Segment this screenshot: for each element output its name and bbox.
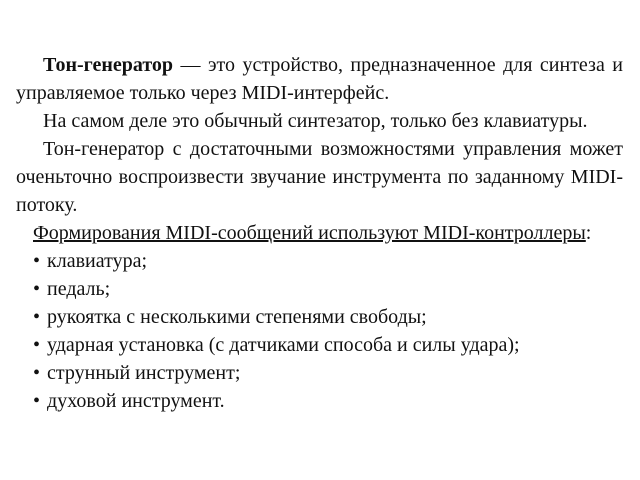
list-item-text: ударная установка (с датчиками способа и силы удара); (47, 334, 520, 356)
list-item-text: клавиатура; (47, 250, 148, 272)
paragraph-text: На самом деле это обычный синтезатор, только без клавиатуры. (43, 110, 588, 132)
list-item-text: струнный инструмент; (47, 362, 241, 384)
term-bold-lead: Тон-генератор (43, 54, 174, 76)
list-item-string-instrument (16, 359, 623, 387)
list-item-text: педаль; (47, 278, 111, 300)
list-item-text: рукоятка с несколькими степенями свободы; (47, 306, 427, 328)
list-item-handle (16, 303, 623, 331)
paragraph-midi-stream (16, 135, 623, 219)
list-item-text: духовой инструмент. (47, 390, 225, 412)
bullet-icon: • (33, 362, 41, 384)
paragraph-text: — это устройство, предназначенное для синтеза и управляемое только через MIDI-интерфейс. (16, 54, 623, 104)
midi-controllers-list (16, 247, 623, 415)
bullet-icon: • (33, 250, 41, 272)
list-item-wind-instrument (16, 387, 623, 415)
paragraph-text: Тон-генератор с достаточными возможностями управления может оченьточно воспроизвести звучание инструмента по заданному MIDI-потоку. (16, 138, 623, 216)
paragraph-synthesizer-note (16, 107, 623, 135)
heading-midi-controllers (16, 219, 623, 247)
bullet-icon: • (33, 334, 41, 356)
heading-colon: : (585, 222, 592, 244)
list-item-pedal (16, 275, 623, 303)
bullet-icon: • (33, 278, 41, 300)
heading-underlined-text: Формирования MIDI-сообщений используют MIDI-контроллеры (33, 222, 586, 244)
bullet-icon: • (33, 390, 41, 412)
list-item-keyboard (16, 247, 623, 275)
list-item-drum-kit (16, 331, 623, 359)
paragraph-tone-generator-definition (16, 51, 623, 107)
bullet-icon: • (33, 306, 41, 328)
